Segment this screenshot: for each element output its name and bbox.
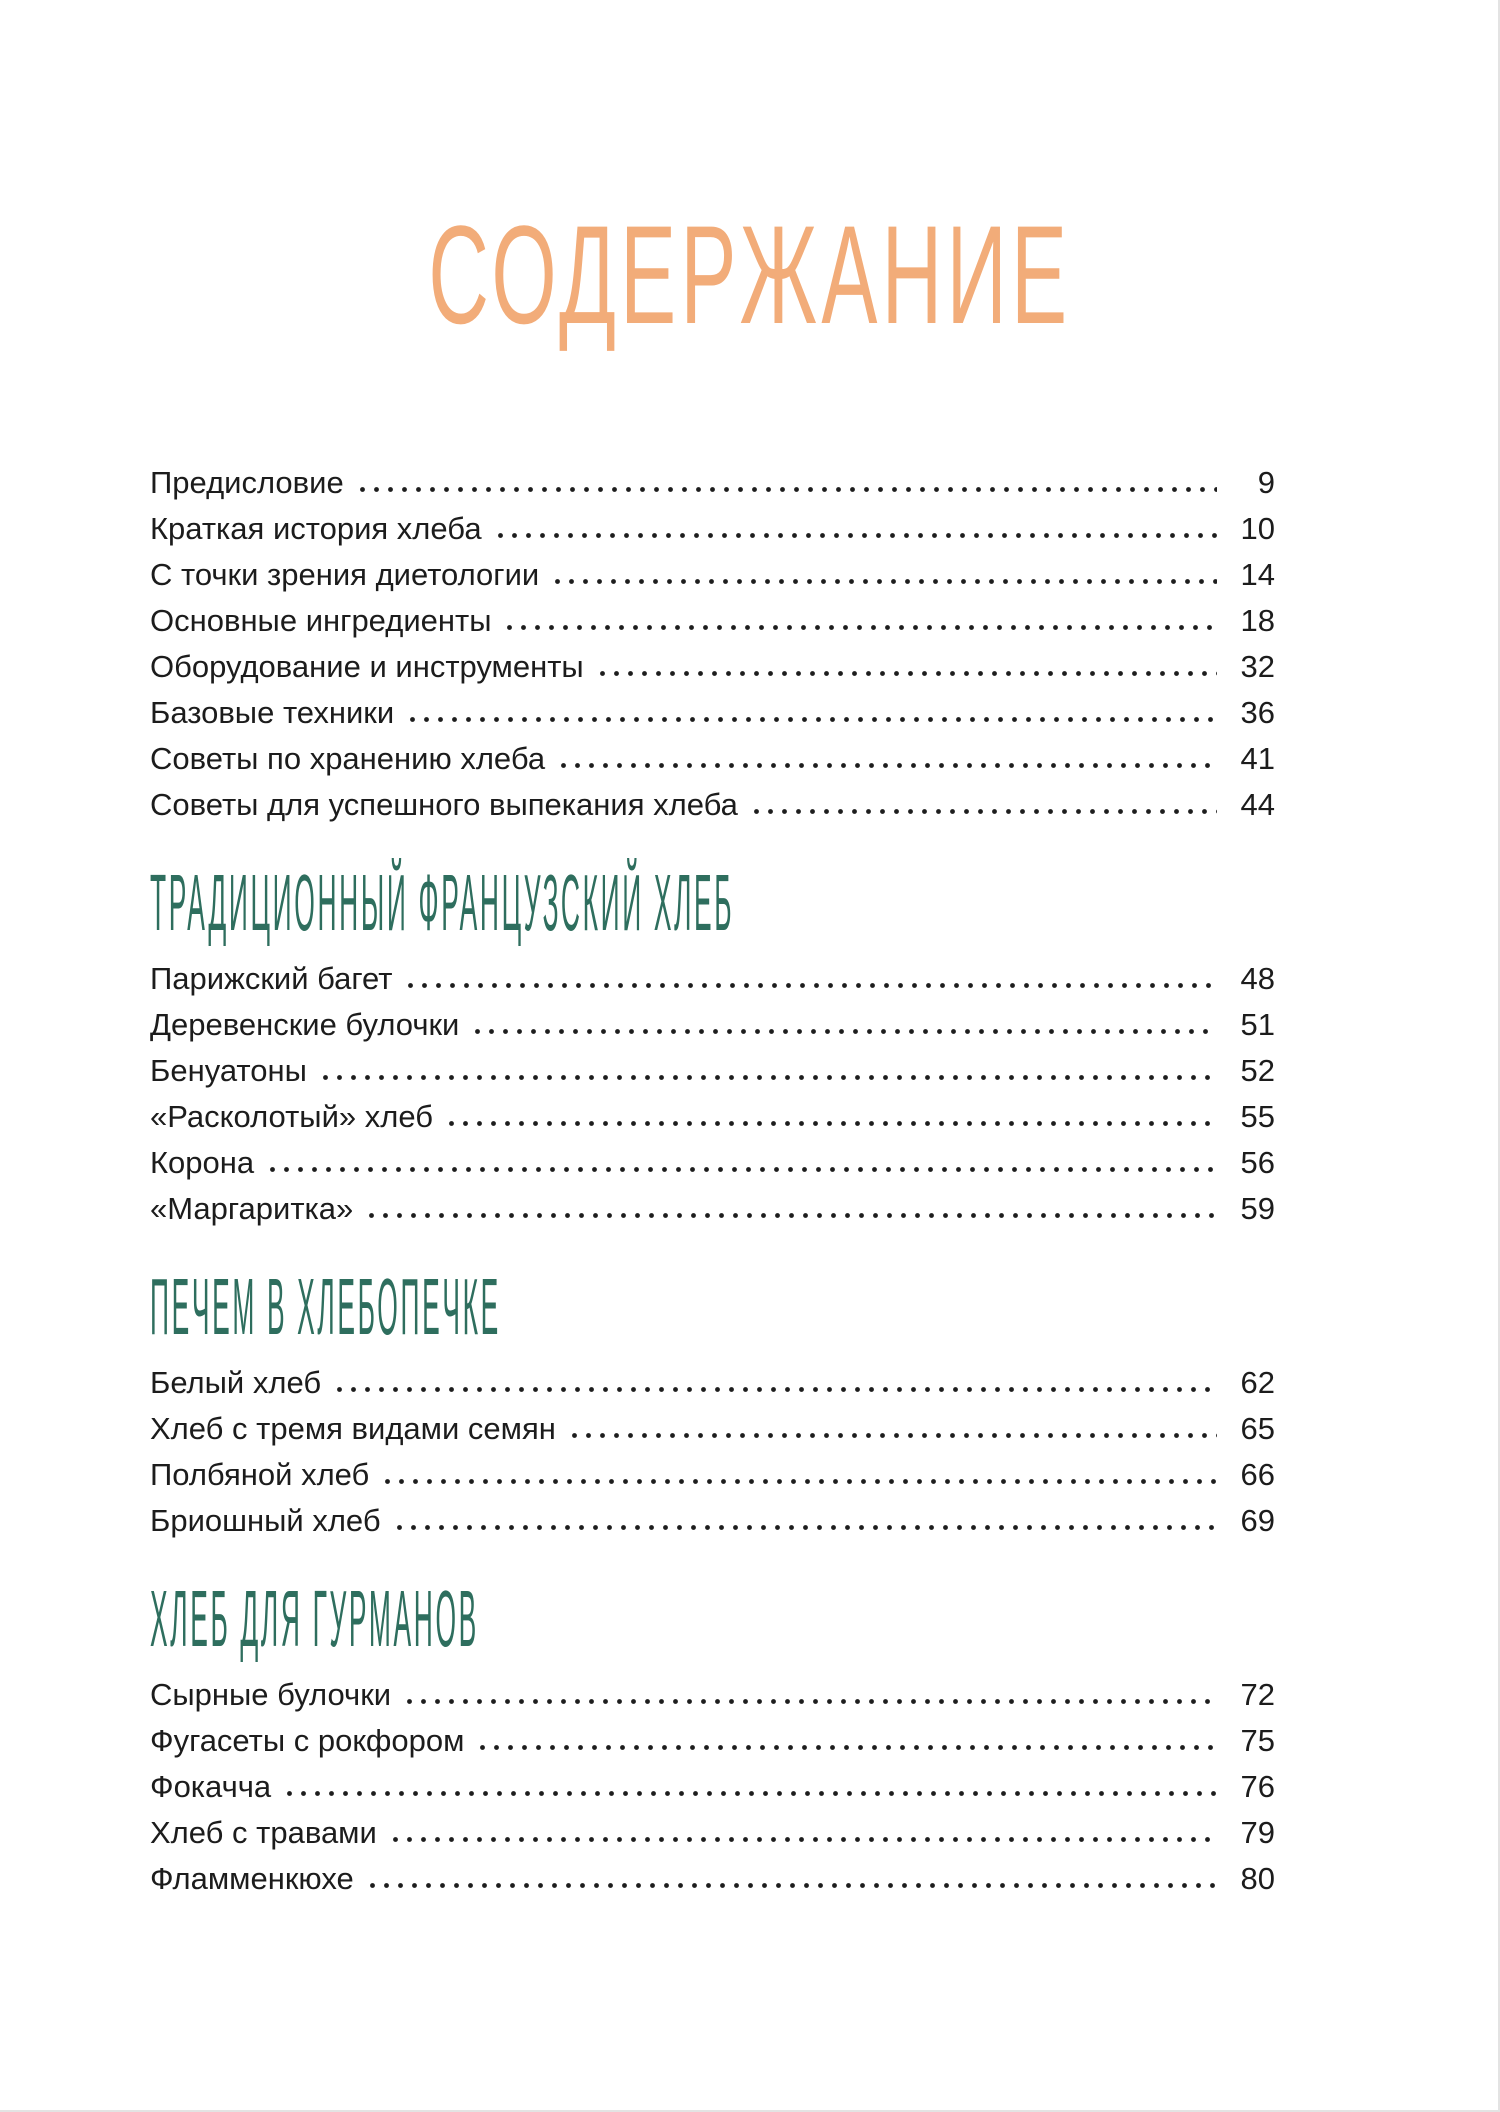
toc-entry-page: 80 — [1240, 1860, 1275, 1896]
toc-entry — [150, 685, 1275, 731]
toc-entry-label: «Маргаритка» — [150, 1190, 354, 1226]
toc-entry-label: Парижский багет — [150, 960, 393, 996]
dot-leader — [480, 1745, 1217, 1750]
section-entry-list — [150, 1355, 1275, 1539]
toc-entry-page: 48 — [1240, 960, 1275, 996]
toc-entry-page: 79 — [1240, 1814, 1275, 1850]
dot-leader — [360, 487, 1217, 492]
section-heading-text: ТРАДИЦИОННЫЙ ФРАНЦУЗСКИЙ ХЛЕБ — [150, 858, 735, 947]
toc-entry — [150, 1089, 1275, 1135]
toc-entry-label: Бриошный хлеб — [150, 1502, 381, 1538]
toc-entry-page: 10 — [1240, 510, 1275, 546]
front-matter-list — [150, 455, 1275, 823]
toc-entry-page: 66 — [1240, 1456, 1275, 1492]
toc-entry-page: 65 — [1240, 1410, 1275, 1446]
toc-content — [150, 455, 1275, 1897]
toc-entry-label: Деревенские булочки — [150, 1006, 460, 1042]
dot-leader — [475, 1029, 1217, 1034]
dot-leader — [408, 983, 1217, 988]
toc-entry-label: Фугасеты с рокфором — [150, 1722, 465, 1758]
toc-entry-label: Оборудование и инструменты — [150, 648, 584, 684]
toc-entry-page: 69 — [1240, 1502, 1275, 1538]
toc-entry-page: 9 — [1257, 464, 1275, 500]
dot-leader — [498, 533, 1217, 538]
toc-entry-label: Сырные булочки — [150, 1676, 392, 1712]
toc-entry-label: Полбяной хлеб — [150, 1456, 370, 1492]
toc-entry-page: 52 — [1240, 1052, 1275, 1088]
dot-leader — [572, 1433, 1217, 1438]
toc-entry-page: 41 — [1240, 740, 1275, 776]
toc-entry-label: Корона — [150, 1144, 255, 1180]
dot-leader — [561, 763, 1217, 768]
dot-leader — [600, 671, 1217, 676]
toc-entry-label: Хлеб с тремя видами семян — [150, 1410, 556, 1446]
toc-entry-label: Советы по хранению хлеба — [150, 740, 546, 776]
toc-entry-label: Хлеб с травами — [150, 1814, 377, 1850]
toc-entry-label: Фокачча — [150, 1768, 272, 1804]
dot-leader — [385, 1479, 1217, 1484]
page-title-text: СОДЕРЖАНИЕ — [428, 196, 1072, 353]
toc-entry-label: С точки зрения диетологии — [150, 556, 540, 592]
toc-entry — [150, 951, 1275, 997]
toc-entry-page: 59 — [1240, 1190, 1275, 1226]
toc-entry-label: Белый хлеб — [150, 1364, 322, 1400]
toc-entry-label: Предисловие — [150, 464, 344, 500]
toc-entry — [150, 731, 1275, 777]
toc-entry — [150, 1447, 1275, 1493]
dot-leader — [449, 1121, 1217, 1126]
section-entry-list — [150, 951, 1275, 1227]
toc-entry-label: «Расколотый» хлеб — [150, 1098, 433, 1134]
toc-entry-label: Основные ингредиенты — [150, 602, 492, 638]
dot-leader — [397, 1525, 1217, 1530]
toc-entry-label: Бенуатоны — [150, 1052, 307, 1088]
toc-entry-label: Краткая история хлеба — [150, 510, 482, 546]
page-title — [0, 196, 1500, 353]
toc-entry — [150, 639, 1275, 685]
toc-section — [150, 858, 1275, 1227]
toc-entry — [150, 1713, 1275, 1759]
toc-entry — [150, 777, 1275, 823]
toc-entry-page: 14 — [1240, 556, 1275, 592]
toc-section — [150, 1262, 1275, 1539]
toc-entry — [150, 1493, 1275, 1539]
toc-entry-page: 56 — [1240, 1144, 1275, 1180]
section-heading — [150, 1574, 1275, 1663]
dot-leader — [337, 1387, 1217, 1392]
section-heading-text: ХЛЕБ ДЛЯ ГУРМАНОВ — [150, 1574, 479, 1663]
toc-entry-label: Базовые техники — [150, 694, 395, 730]
toc-entry — [150, 1135, 1275, 1181]
toc-entry-page: 72 — [1240, 1676, 1275, 1712]
toc-entry — [150, 1805, 1275, 1851]
section-heading — [150, 1262, 1275, 1351]
toc-entry — [150, 1401, 1275, 1447]
dot-leader — [370, 1883, 1217, 1888]
sections-container — [150, 858, 1275, 1897]
dot-leader — [270, 1167, 1217, 1172]
toc-entry — [150, 1043, 1275, 1089]
toc-entry-page: 76 — [1240, 1768, 1275, 1804]
toc-entry-page: 62 — [1240, 1364, 1275, 1400]
toc-entry — [150, 547, 1275, 593]
toc-entry-page: 36 — [1240, 694, 1275, 730]
toc-entry-page: 18 — [1240, 602, 1275, 638]
dot-leader — [323, 1075, 1217, 1080]
toc-entry-page: 55 — [1240, 1098, 1275, 1134]
section-heading-text: ПЕЧЕМ В ХЛЕБОПЕЧКЕ — [150, 1262, 501, 1351]
toc-entry-label: Фламменкюхе — [150, 1860, 354, 1896]
dot-leader — [369, 1213, 1217, 1218]
dot-leader — [555, 579, 1217, 584]
dot-leader — [507, 625, 1217, 630]
toc-entry — [150, 501, 1275, 547]
dot-leader — [287, 1791, 1217, 1796]
toc-entry-page: 75 — [1240, 1722, 1275, 1758]
dot-leader — [407, 1699, 1217, 1704]
section-entry-list — [150, 1667, 1275, 1897]
toc-entry — [150, 1355, 1275, 1401]
toc-entry-page: 44 — [1240, 786, 1275, 822]
toc-section — [150, 1574, 1275, 1897]
toc-entry — [150, 1667, 1275, 1713]
toc-entry — [150, 1851, 1275, 1897]
toc-entry-page: 32 — [1240, 648, 1275, 684]
toc-entry — [150, 593, 1275, 639]
toc-entry-page: 51 — [1240, 1006, 1275, 1042]
toc-entry — [150, 1759, 1275, 1805]
toc-entry — [150, 997, 1275, 1043]
toc-entry — [150, 455, 1275, 501]
dot-leader — [754, 809, 1217, 814]
toc-entry — [150, 1181, 1275, 1227]
dot-leader — [393, 1837, 1217, 1842]
toc-entry-label: Советы для успешного выпекания хлеба — [150, 786, 738, 822]
dot-leader — [410, 717, 1217, 722]
section-heading — [150, 858, 1275, 947]
